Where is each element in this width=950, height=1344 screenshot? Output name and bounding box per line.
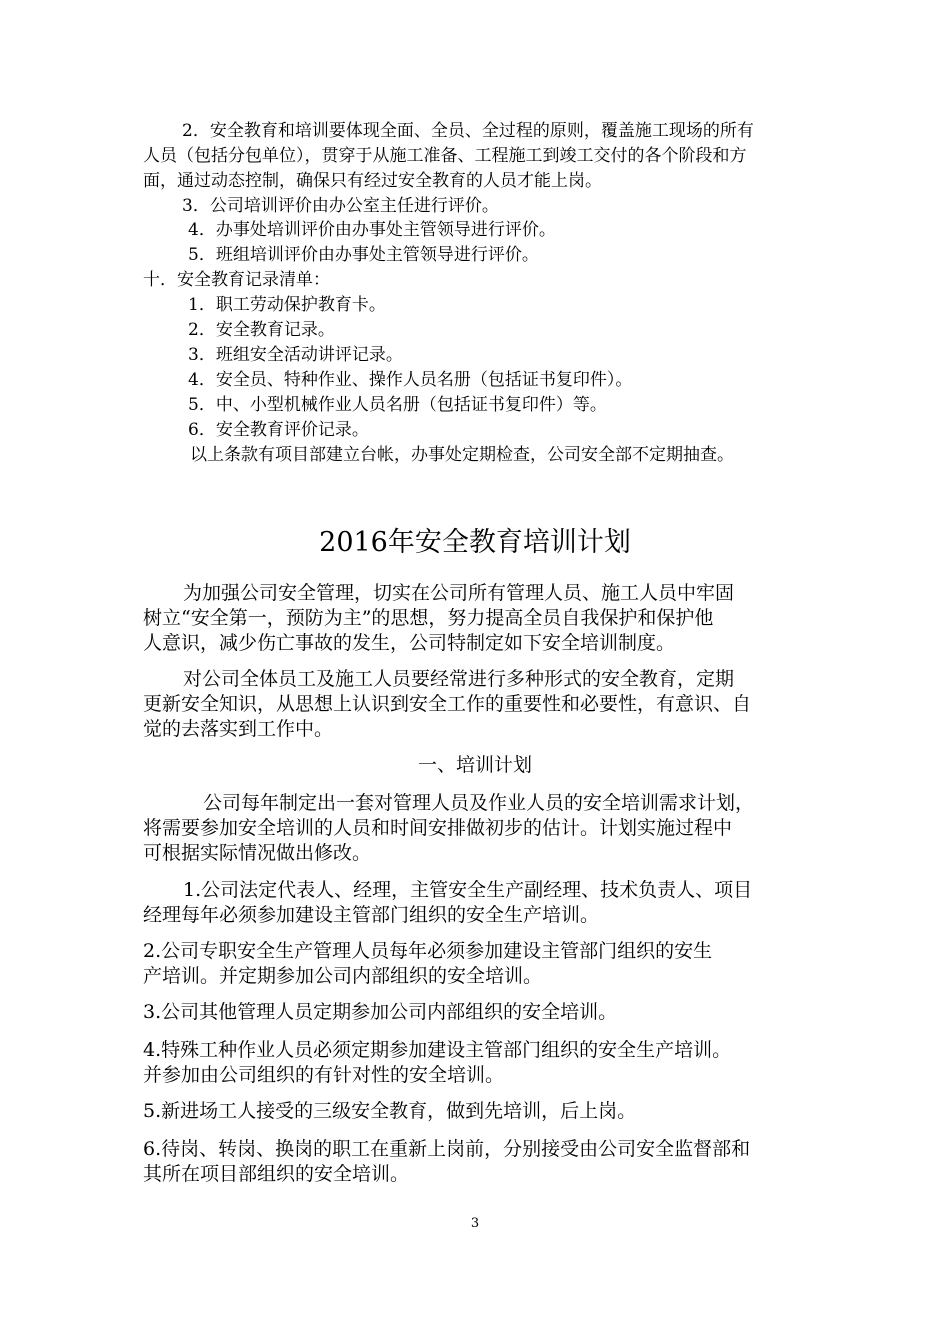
section-ten-item-2: 2．安全教育记录。 — [188, 320, 335, 340]
top-item2-line2: 人员（包括分包单位），贯穿于从施工准备、工程施工到竣工交付的各个阶段和方 — [143, 146, 747, 166]
top-item2-line1: 2．安全教育和培训要体现全面、全员、全过程的原则，覆盖施工现场的所有 — [182, 121, 754, 141]
section-intro-line3: 可根据实际情况做出修改。 — [143, 842, 372, 864]
section-intro-line1: 公司每年制定出一套对管理人员及作业人员的安全培训需求计划， — [203, 792, 755, 814]
plan-item2-line2: 产培训。并定期参加公司内部组织的安全培训。 — [143, 965, 543, 987]
top-item4: 4．办事处培训评价由办事处主管领导进行评价。 — [188, 220, 556, 240]
plan-title: 2016年安全教育培训计划 — [319, 527, 631, 558]
section-ten-item-5: 5．中、小型机械作业人员名册（包括证书复印件）等。 — [188, 395, 607, 415]
plan-item4-line1: 4.特殊工种作业人员必须定期参加建设主管部门组织的安全生产培训。 — [143, 1039, 732, 1061]
top-item2-line3: 面，通过动态控制，确保只有经过安全教育的人员才能上岗。 — [143, 171, 602, 191]
plan-item1-line2: 经理每年必须参加建设主管部门组织的安全生产培训。 — [143, 904, 600, 926]
plan-item1-line1: 1.公司法定代表人、经理，主管安全生产副经理、技术负责人、项目 — [183, 879, 753, 901]
plan-item6-line2: 其所在项目部组织的安全培训。 — [143, 1163, 410, 1185]
plan-item3-line1: 3.公司其他管理人员定期参加公司内部组织的安全培训。 — [143, 1001, 618, 1023]
plan-item4-line2: 并参加由公司组织的有针对性的安全培训。 — [143, 1064, 505, 1086]
intro1-line1: 为加强公司安全管理，切实在公司所有管理人员、施工人员中牢固 — [183, 582, 735, 604]
plan-item6-line1: 6.待岗、转岗、换岗的职工在重新上岗前，分别接受由公司安全监督部和 — [143, 1138, 751, 1160]
section-ten-item-1: 1．职工劳动保护教育卡。 — [188, 295, 386, 315]
plan-item5-line1: 5.新进场工人接受的三级安全教育，做到先培训，后上岗。 — [143, 1100, 637, 1122]
intro2-line3: 觉的去落实到工作中。 — [143, 718, 334, 740]
section-ten-note: 以上条款有项目部建立台帐，办事处定期检查，公司安全部不定期抽查。 — [190, 445, 734, 465]
intro1-line2: 树立“安全第一，预防为主”的思想，努力提高全员自我保护和保护他 — [143, 607, 714, 629]
top-item3: 3．公司培训评价由办公室主任进行评价。 — [182, 196, 499, 216]
section-intro-line2: 将需要参加安全培训的人员和时间安排做初步的估计。计划实施过程中 — [143, 817, 733, 839]
intro1-line3: 人意识，减少伤亡事故的发生，公司特制定如下安全培训制度。 — [143, 632, 676, 654]
section-ten-heading: 十．安全教育记录清单： — [143, 270, 330, 290]
section-ten-item-6: 6．安全教育评价记录。 — [188, 420, 369, 440]
top-item5: 5．班组培训评价由办事处主管领导进行评价。 — [188, 245, 539, 265]
section-one-heading: 一、培训计划 — [417, 754, 532, 776]
page-number: 3 — [470, 1216, 480, 1231]
intro2-line1: 对公司全体员工及施工人员要经常进行多种形式的安全教育，定期 — [183, 668, 735, 690]
plan-item2-line1: 2.公司专职安全生产管理人员每年必须参加建设主管部门组织的安生 — [143, 940, 713, 962]
section-ten-item-3: 3．班组安全活动讲评记录。 — [188, 345, 403, 365]
intro2-line2: 更新安全知识，从思想上认识到安全工作的重要性和必要性，有意识、自 — [143, 693, 752, 715]
section-ten-item-4: 4．安全员、特种作业、操作人员名册（包括证书复印件）。 — [188, 370, 633, 390]
